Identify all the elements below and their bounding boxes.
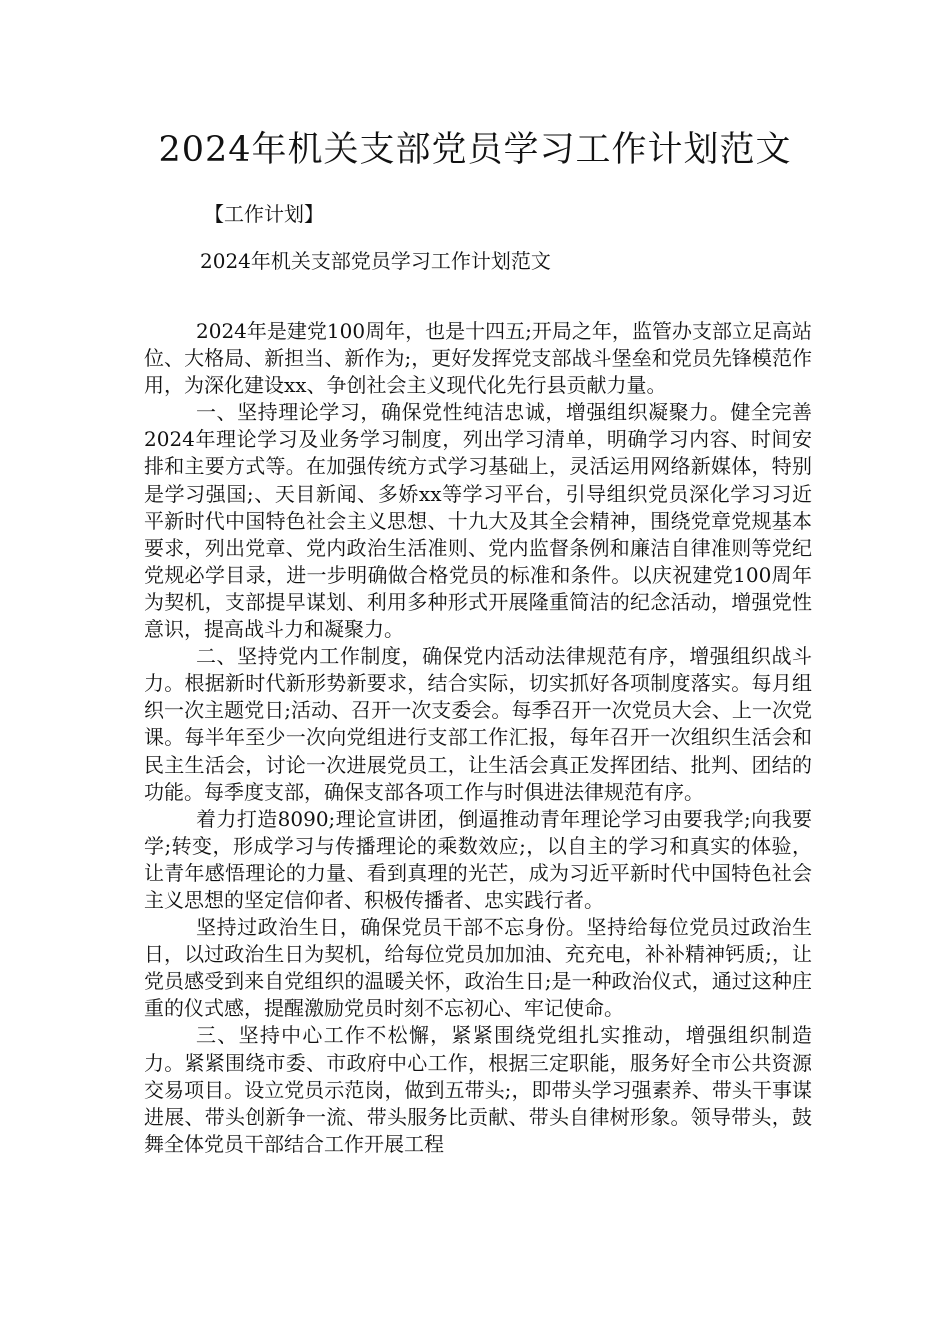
paragraph-intro: 2024年是建党100周年，也是十四五;开局之年，监管办支部立足高站位、大格局、新担当、新作为;，更好发挥党支部战斗堡垒和党员先锋模范作用，为深化建设xx、争创社会主义现代化先行县贡献力量。 [144, 319, 812, 398]
paragraph-section-3: 三、坚持中心工作不松懈，紧紧围绕党组扎实推动，增强组织制造力。紧紧围绕市委、市政府中心工作，根据三定职能，服务好全市公共资源交易项目。设立党员示范岗，做到五带头;，即带头学习强素养、带头干事谋进展、带头创新争一流、带头服务比贡献、带头自律树形象。领导带头，鼓舞全体党员干部结合工作开展工程 [144, 1023, 812, 1156]
document-body [144, 318, 812, 1158]
document-title: 2024年机关支部党员学习工作计划范文 [158, 130, 792, 170]
document-subtitle: 2024年机关支部党员学习工作计划范文 [200, 249, 551, 273]
paragraph-section-1: 一、坚持理论学习，确保党性纯洁忠诚，增强组织凝聚力。健全完善2024年理论学习及业务学习制度，列出学习清单，明确学习内容、时间安排和主要方式等。在加强传统方式学习基础上，灵活运用网络新媒体，特别是学习强国;、天目新闻、多娇xx等学习平台，引导组织党员深化学习习近平新时代中国特色社会主义思想、十九大及其全会精神，围绕党章党规基本要求，列出党章、党内政治生活准则、党内监督条例和廉洁自律准则等党纪党规必学目录，进一步明确做合格党员的标准和条件。以庆祝建党100周年为契机，支部提早谋划、利用多种形式开展隆重简洁的纪念活动，增强党性意识，提高战斗力和凝聚力。 [144, 400, 812, 642]
paragraph-youth-lecture: 着力打造8090;理论宣讲团，倒逼推动青年理论学习由要我学;向我要学;转变，形成学习与传播理论的乘数效应;，以自主的学习和真实的体验，让青年感悟理论的力量、看到真理的光芒，成为习近平新时代中国特色社会主义思想的坚定信仰者、积极传播者、忠实践行者。 [144, 806, 812, 912]
paragraph-political-birthday: 坚持过政治生日，确保党员干部不忘身份。坚持给每位党员过政治生日，以过政治生日为契机，给每位党员加加油、充充电，补补精神钙质;，让党员感受到来自党组织的温暖关怀，政治生日;是一种政治仪式，通过这种庄重的仪式感，提醒激励党员时刻不忘初心、牢记使命。 [144, 915, 812, 1021]
paragraph-section-2: 二、坚持党内工作制度，确保党内活动法律规范有序，增强组织战斗力。根据新时代新形势新要求，结合实际，切实抓好各项制度落实。每月组织一次主题党日;活动、召开一次支委会。每季召开一次党员大会、上一次党课。每半年至少一次向党组进行支部工作汇报，每年召开一次组织生活会和民主生活会，讨论一次进展党员工，让生活会真正发挥团结、批判、团结的功能。每季度支部，确保支部各项工作与时俱进法律规范有序。 [144, 644, 812, 804]
category-label: 【工作计划】 [204, 202, 324, 226]
